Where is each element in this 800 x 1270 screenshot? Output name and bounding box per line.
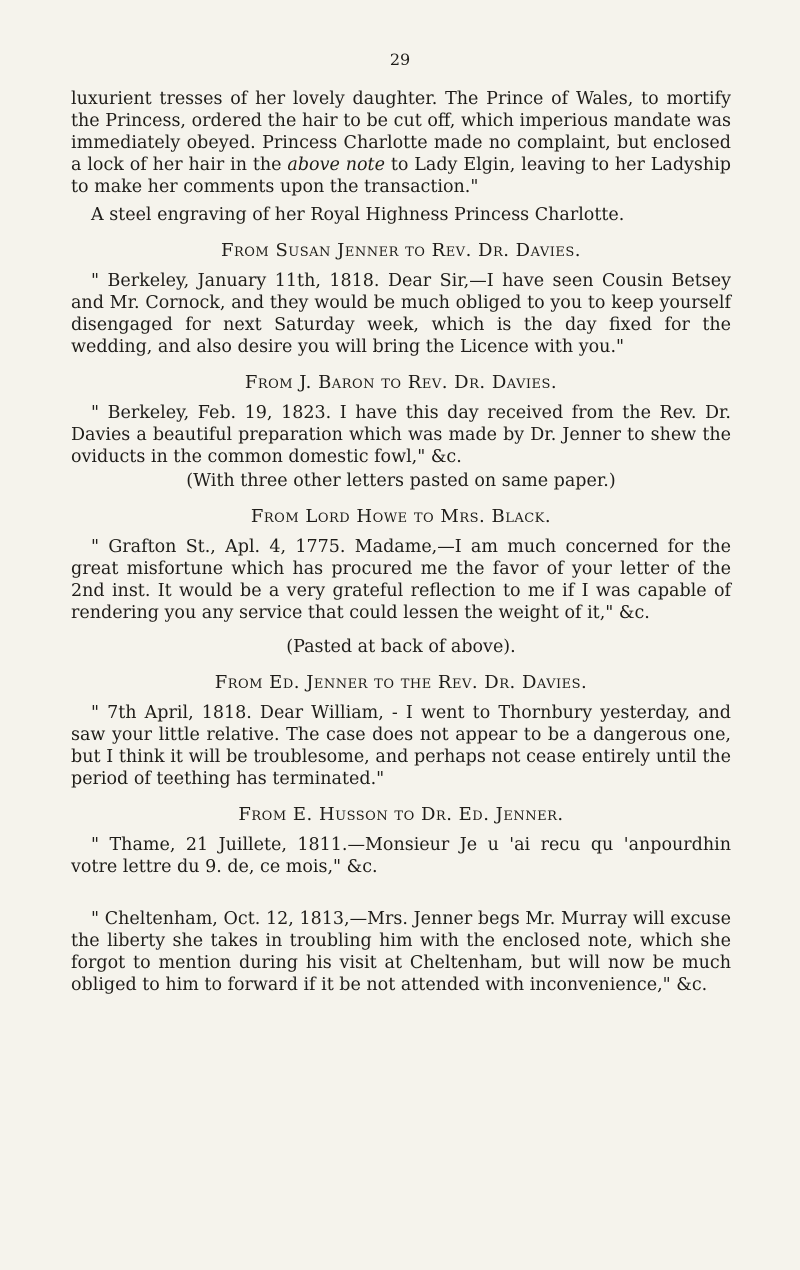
letter-heading: From E. Husson to Dr. Ed. Jenner. bbox=[238, 804, 564, 825]
continuation-text-before: luxurient tresses of her lovely daughter. The Prince of Wales, to mortify the Princess, ordered the hair to be cut off, which imperious mandate was immediately obeyed. Princess Charlotte made no complaint, but enclosed a lock of her hair in the bbox=[71, 89, 731, 175]
engraving-note: A steel engraving of her Royal Highness Princess Charlotte. bbox=[91, 205, 625, 225]
letter-body: " Berkeley, January 11th, 1818. Dear Sir,—I have seen Cousin Betsey and Mr. Cornock, and they would be much obliged to you to keep yourself disengaged for next Saturday week, which is the day fixed for the wedding, and also desire you will bring the Licence with you." bbox=[71, 271, 731, 357]
final-letter: " Cheltenham, Oct. 12, 1813,—Mrs. Jenner begs Mr. Murray will excuse the liberty she takes in troubling him with the enclosed note, which she forgot to mention during his visit at Cheltenham, but will now be much obliged to him to forward if it be not attended with inconvenience," &c. bbox=[71, 909, 731, 995]
continuation-paragraph bbox=[71, 88, 731, 198]
letter-heading: From Susan Jenner to Rev. Dr. Davies. bbox=[220, 240, 581, 261]
continuation-text-after: to Lady Elgin, leaving to her Ladyship to make her comments upon the transaction." bbox=[71, 155, 731, 197]
letter-body: " 7th April, 1818. Dear William, - I went to Thornbury yesterday, and saw your little relative. The case does not appear to be a dangerous one, but I think it will be troublesome, and perhaps not cease entirely until the period of teething has terminated." bbox=[71, 703, 731, 789]
letter-note: (With three other letters pasted on same paper.) bbox=[186, 471, 616, 491]
letter-body: " Thame, 21 Juillete, 1811.—Monsieur Je u 'ai recu qu 'anpourdhin votre lettre du 9. de, ce mois," &c. bbox=[71, 835, 731, 877]
continuation-italic-text: above note bbox=[287, 155, 385, 175]
letter-body: " Berkeley, Feb. 19, 1823. I have this day received from the Rev. Dr. Davies a beautiful preparation which was made by Dr. Jenner to shew the oviducts in the common domestic fowl," &c. bbox=[71, 403, 731, 467]
page-body bbox=[71, 88, 731, 996]
letter-heading: From Lord Howe to Mrs. Black. bbox=[250, 506, 552, 527]
letter-heading: From Ed. Jenner to the Rev. Dr. Davies. bbox=[214, 672, 588, 693]
page-number: 29 bbox=[389, 50, 411, 69]
letter-heading: From J. Baron to Rev. Dr. Davies. bbox=[244, 372, 558, 393]
letter-body: " Grafton St., Apl. 4, 1775. Madame,—I am much concerned for the great misfortune which has procured me the favor of your letter of the 2nd inst. It would be a very grateful reflection to me if I was capable of rendering you any service that could lessen the weight of it," &c. bbox=[71, 537, 731, 623]
letter-note: (Pasted at back of above). bbox=[286, 637, 516, 657]
